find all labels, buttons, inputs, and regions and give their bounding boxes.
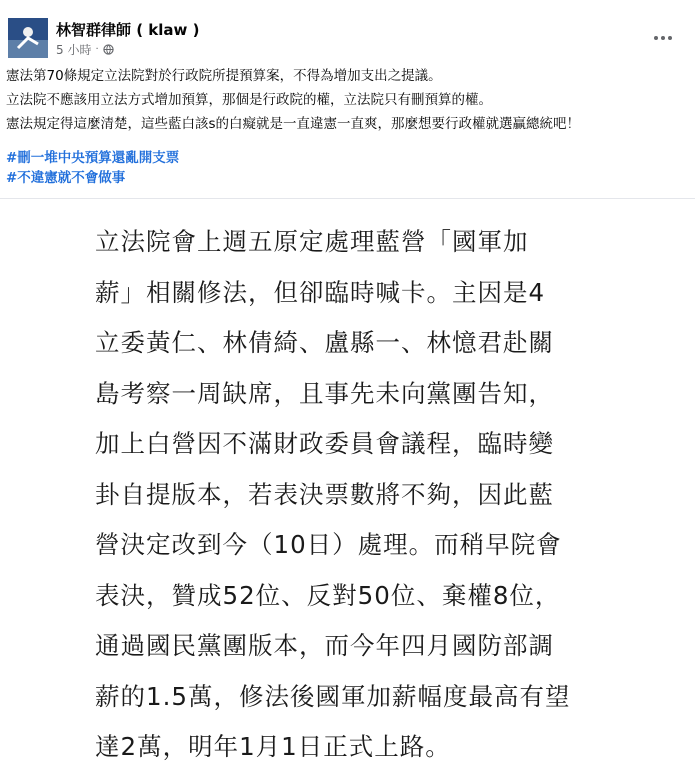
image-text (95, 217, 615, 773)
globe-icon (103, 44, 114, 55)
meta-separator: · (95, 44, 99, 55)
post-body-line: 憲法規定得這麼清楚，這些藍白該s的白癡就是一直違憲一直爽，那麼想要行政權就選贏總統吧！ (6, 116, 581, 132)
image-text-line: 營決定改到今（10日）處理。而稍早院會 (95, 530, 562, 559)
image-text-line: 薪」相關修法，但卻臨時喊卡。主因是4 (95, 277, 546, 307)
image-text-line: 立法院會上週五原定處理藍營「國軍加 (95, 227, 529, 256)
author-name[interactable]: 林智群律師 ( klaw ) (56, 21, 200, 39)
post-header (0, 0, 695, 60)
hashtag-link[interactable]: #刪一堆中央預算還亂開支票 (6, 150, 180, 166)
image-text-line: 立委黃仁、林倩綺、盧縣一、林憶君赴關 (95, 328, 554, 357)
hashtags (6, 148, 179, 188)
image-text-line: 薪的1.5萬，修法後國軍加薪幅度最高有望 (95, 681, 571, 711)
more-options-icon[interactable] (648, 25, 678, 51)
hashtag-link[interactable]: #不違憲就不會做事 (6, 170, 126, 186)
post-meta (56, 41, 114, 58)
image-text-line: 表決，贊成52位、反對50位、棄權8位， (95, 580, 561, 610)
post-body (6, 66, 686, 138)
post-body-line: 憲法第70條規定立法院對於行政院所提預算案，不得為增加支出之提議。 (6, 68, 442, 84)
avatar[interactable] (8, 18, 48, 58)
post-image[interactable] (0, 198, 695, 761)
image-text-line: 島考察一周缺席，且事先未向黨團告知， (95, 378, 554, 408)
image-text-line: 卦自提版本，若表決票數將不夠，因此藍 (95, 479, 554, 509)
post-body-line: 立法院不應該用立法方式增加預算，那個是行政院的權，立法院只有刪預算的權。 (6, 92, 492, 108)
image-text-line: 通過國民黨團版本，而今年四月國防部調 (95, 631, 554, 660)
post-time[interactable]: 5 小時 (56, 43, 92, 57)
image-text-line: 達2萬，明年1月1日正式上路。 (95, 732, 451, 761)
image-text-line: 加上白營因不滿財政委員會議程，臨時變 (95, 429, 554, 458)
